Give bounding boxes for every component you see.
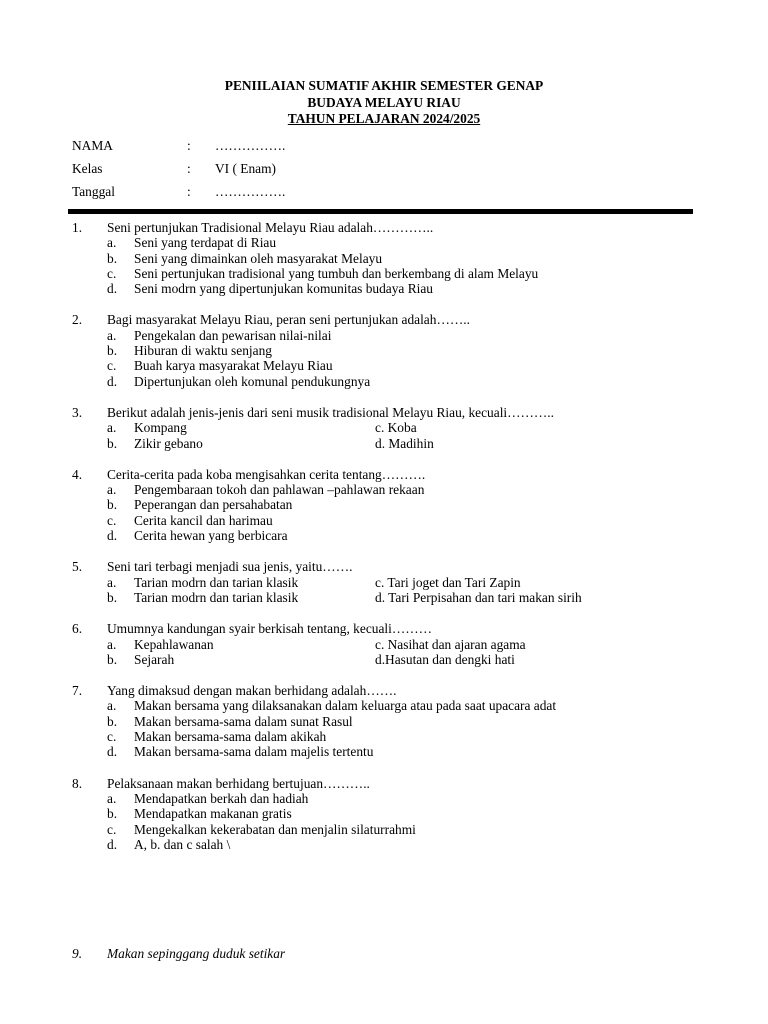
option	[72, 729, 692, 744]
option-letter: a.	[107, 636, 117, 652]
option-text: Tarian modrn dan tarian klasik	[134, 574, 299, 590]
option-letter: b.	[107, 589, 118, 605]
question-number: 1.	[72, 220, 83, 235]
option-text: Makan bersama-sama dalam majelis tertentu	[134, 744, 374, 760]
question-stem	[72, 683, 692, 698]
option-row	[72, 637, 692, 652]
question-7	[72, 683, 692, 759]
option-text: Makan bersama-sama dalam sunat Rasul	[134, 713, 353, 729]
question-number: 9.	[72, 946, 83, 961]
option-text-second-column: c. Nasihat dan ajaran agama	[375, 636, 526, 652]
option-letter: d.	[107, 528, 118, 544]
identity-label: Kelas	[72, 161, 103, 176]
option	[72, 358, 692, 373]
question-text: Yang dimaksud dengan makan berhidang adalah…….	[107, 683, 397, 699]
question-list	[72, 220, 692, 868]
option-text: Pengekalan dan pewarisan nilai-nilai	[134, 327, 332, 343]
option-letter: b.	[107, 651, 118, 667]
option	[72, 837, 692, 852]
option-letter: b.	[107, 435, 118, 451]
option	[72, 251, 692, 266]
option-row	[72, 420, 692, 435]
option-text: Mendapatkan berkah dan hadiah	[134, 790, 309, 806]
option-text: Seni yang terdapat di Riau	[134, 235, 277, 251]
identity-label: NAMA	[72, 138, 113, 153]
question-text: Umumnya kandungan syair berkisah tentang, kecuali………	[107, 621, 433, 637]
option-text: A, b. dan c salah \	[134, 836, 231, 852]
question-text: Cerita-cerita pada koba mengisahkan cerita tentang……….	[107, 466, 426, 482]
option-text: Seni yang dimainkan oleh masyarakat Melayu	[134, 250, 383, 266]
exam-subject: BUDAYA MELAYU RIAU	[307, 94, 461, 110]
option-text-second-column: c. Koba	[375, 420, 417, 436]
option-letter: a.	[107, 698, 117, 714]
option	[72, 806, 692, 821]
option-text: Buah karya masyarakat Melayu Riau	[134, 358, 333, 374]
option	[72, 714, 692, 729]
option-text: Seni modrn yang dipertunjukan komunitas budaya Riau	[134, 281, 434, 297]
question-text: Pelaksanaan makan berhidang bertujuan………..	[107, 775, 370, 791]
option-letter: a.	[107, 482, 117, 498]
option-letter: d.	[107, 373, 118, 389]
option-letter: b.	[107, 713, 118, 729]
header-divider	[68, 209, 693, 214]
option-letter: a.	[107, 790, 117, 806]
option-letter: a.	[107, 420, 117, 436]
question-1	[72, 220, 692, 296]
question-stem	[72, 405, 692, 420]
question-text: Seni pertunjukan Tradisional Melayu Riau adalah…………..	[107, 220, 434, 235]
question-4	[72, 467, 692, 543]
question-number: 4.	[72, 466, 83, 482]
identity-label: Tanggal	[72, 184, 115, 199]
option-letter: d.	[107, 744, 118, 760]
question-number: 7.	[72, 683, 83, 699]
option-letter: b.	[107, 497, 118, 513]
question-text: Bagi masyarakat Melayu Riau, peran seni pertunjukan adalah……..	[107, 312, 470, 328]
option-text-second-column: d.Hasutan dan dengki hati	[375, 651, 515, 667]
identity-colon: :	[187, 184, 191, 199]
option-text: Pengembaraan tokoh dan pahlawan –pahlawan rekaan	[134, 482, 425, 498]
option-letter: c.	[107, 821, 117, 837]
option-text-second-column: d. Madihin	[375, 435, 434, 451]
exam-year: TAHUN PELAJARAN 2024/2025	[287, 111, 481, 126]
option-letter: c.	[107, 265, 117, 281]
option-text: Seni pertunjukan tradisional yang tumbuh dan berkembang di alam Melayu	[134, 265, 539, 281]
exam-title: PENIILAIAN SUMATIF AKHIR SEMESTER GENAP	[224, 78, 544, 93]
option-letter: d.	[107, 836, 118, 852]
question-stem	[72, 559, 692, 574]
question-number: 6.	[72, 621, 83, 637]
identity-value: …………….	[215, 138, 286, 153]
option	[72, 513, 692, 528]
option-letter: b.	[107, 343, 118, 359]
option	[72, 497, 692, 512]
question-number: 5.	[72, 559, 83, 575]
question-stem	[72, 467, 692, 482]
option-row	[72, 652, 692, 667]
question-number: 8.	[72, 775, 83, 791]
option-letter: b.	[107, 250, 118, 266]
option-text: Kompang	[134, 420, 187, 436]
question-6	[72, 621, 692, 667]
question-stem	[72, 312, 692, 327]
question-text: Berikut adalah jenis-jenis dari seni musik tradisional Melayu Riau, kecuali………..	[107, 404, 554, 420]
option-row	[72, 590, 692, 605]
option-letter: d.	[107, 281, 118, 297]
option	[72, 822, 692, 837]
option-letter: b.	[107, 806, 118, 822]
question-stem	[72, 776, 692, 791]
question-5	[72, 559, 692, 605]
question-9	[72, 946, 692, 961]
option-row	[72, 436, 692, 451]
identity-value: …………….	[215, 184, 286, 199]
exam-title-block	[0, 78, 768, 128]
option-text: Cerita kancil dan harimau	[134, 512, 273, 528]
option-text: Tarian modrn dan tarian klasik	[134, 589, 299, 605]
question-text: Seni tari terbagi menjadi sua jenis, yaitu…….	[107, 559, 353, 575]
option	[72, 343, 692, 358]
option-text: Sejarah	[134, 651, 175, 667]
option-letter: a.	[107, 327, 117, 343]
option-text: Mendapatkan makanan gratis	[134, 806, 292, 822]
option-text: Hiburan di waktu senjang	[134, 343, 272, 359]
question-text: Makan sepinggang duduk setikar	[107, 946, 286, 961]
option-text: Makan bersama yang dilaksanakan dalam keluarga atau pada saat upacara adat	[134, 698, 557, 714]
option-letter: a.	[107, 235, 117, 251]
option	[72, 698, 692, 713]
option	[72, 528, 692, 543]
option	[72, 791, 692, 806]
option-text: Cerita hewan yang berbicara	[134, 528, 288, 544]
question-number: 3.	[72, 404, 83, 420]
option-letter: c.	[107, 729, 117, 745]
question-2	[72, 312, 692, 388]
option-text-second-column: d. Tari Perpisahan dan tari makan sirih	[375, 589, 582, 605]
question-stem	[72, 621, 692, 636]
option	[72, 482, 692, 497]
option	[72, 266, 692, 281]
option-text: Mengekalkan kekerabatan dan menjalin silaturrahmi	[134, 821, 416, 837]
option-text: Makan bersama-sama dalam akikah	[134, 729, 327, 745]
option	[72, 328, 692, 343]
option-text: Peperangan dan persahabatan	[134, 497, 293, 513]
option-text: Dipertunjukan oleh komunal pendukungnya	[134, 373, 371, 389]
option	[72, 235, 692, 250]
option-letter: c.	[107, 512, 117, 528]
option-text: Kepahlawanan	[134, 636, 214, 652]
question-8	[72, 776, 692, 852]
option-text-second-column: c. Tari joget dan Tari Zapin	[375, 574, 521, 590]
option	[72, 744, 692, 759]
identity-colon: :	[187, 161, 191, 176]
identity-colon: :	[187, 138, 191, 153]
question-number: 2.	[72, 312, 83, 328]
identity-value: VI ( Enam)	[215, 161, 276, 176]
option-letter: a.	[107, 574, 117, 590]
question-stem	[72, 220, 692, 235]
option-letter: c.	[107, 358, 117, 374]
option	[72, 281, 692, 296]
option	[72, 374, 692, 389]
option-row	[72, 575, 692, 590]
question-3	[72, 405, 692, 451]
option-text: Zikir gebano	[134, 435, 203, 451]
